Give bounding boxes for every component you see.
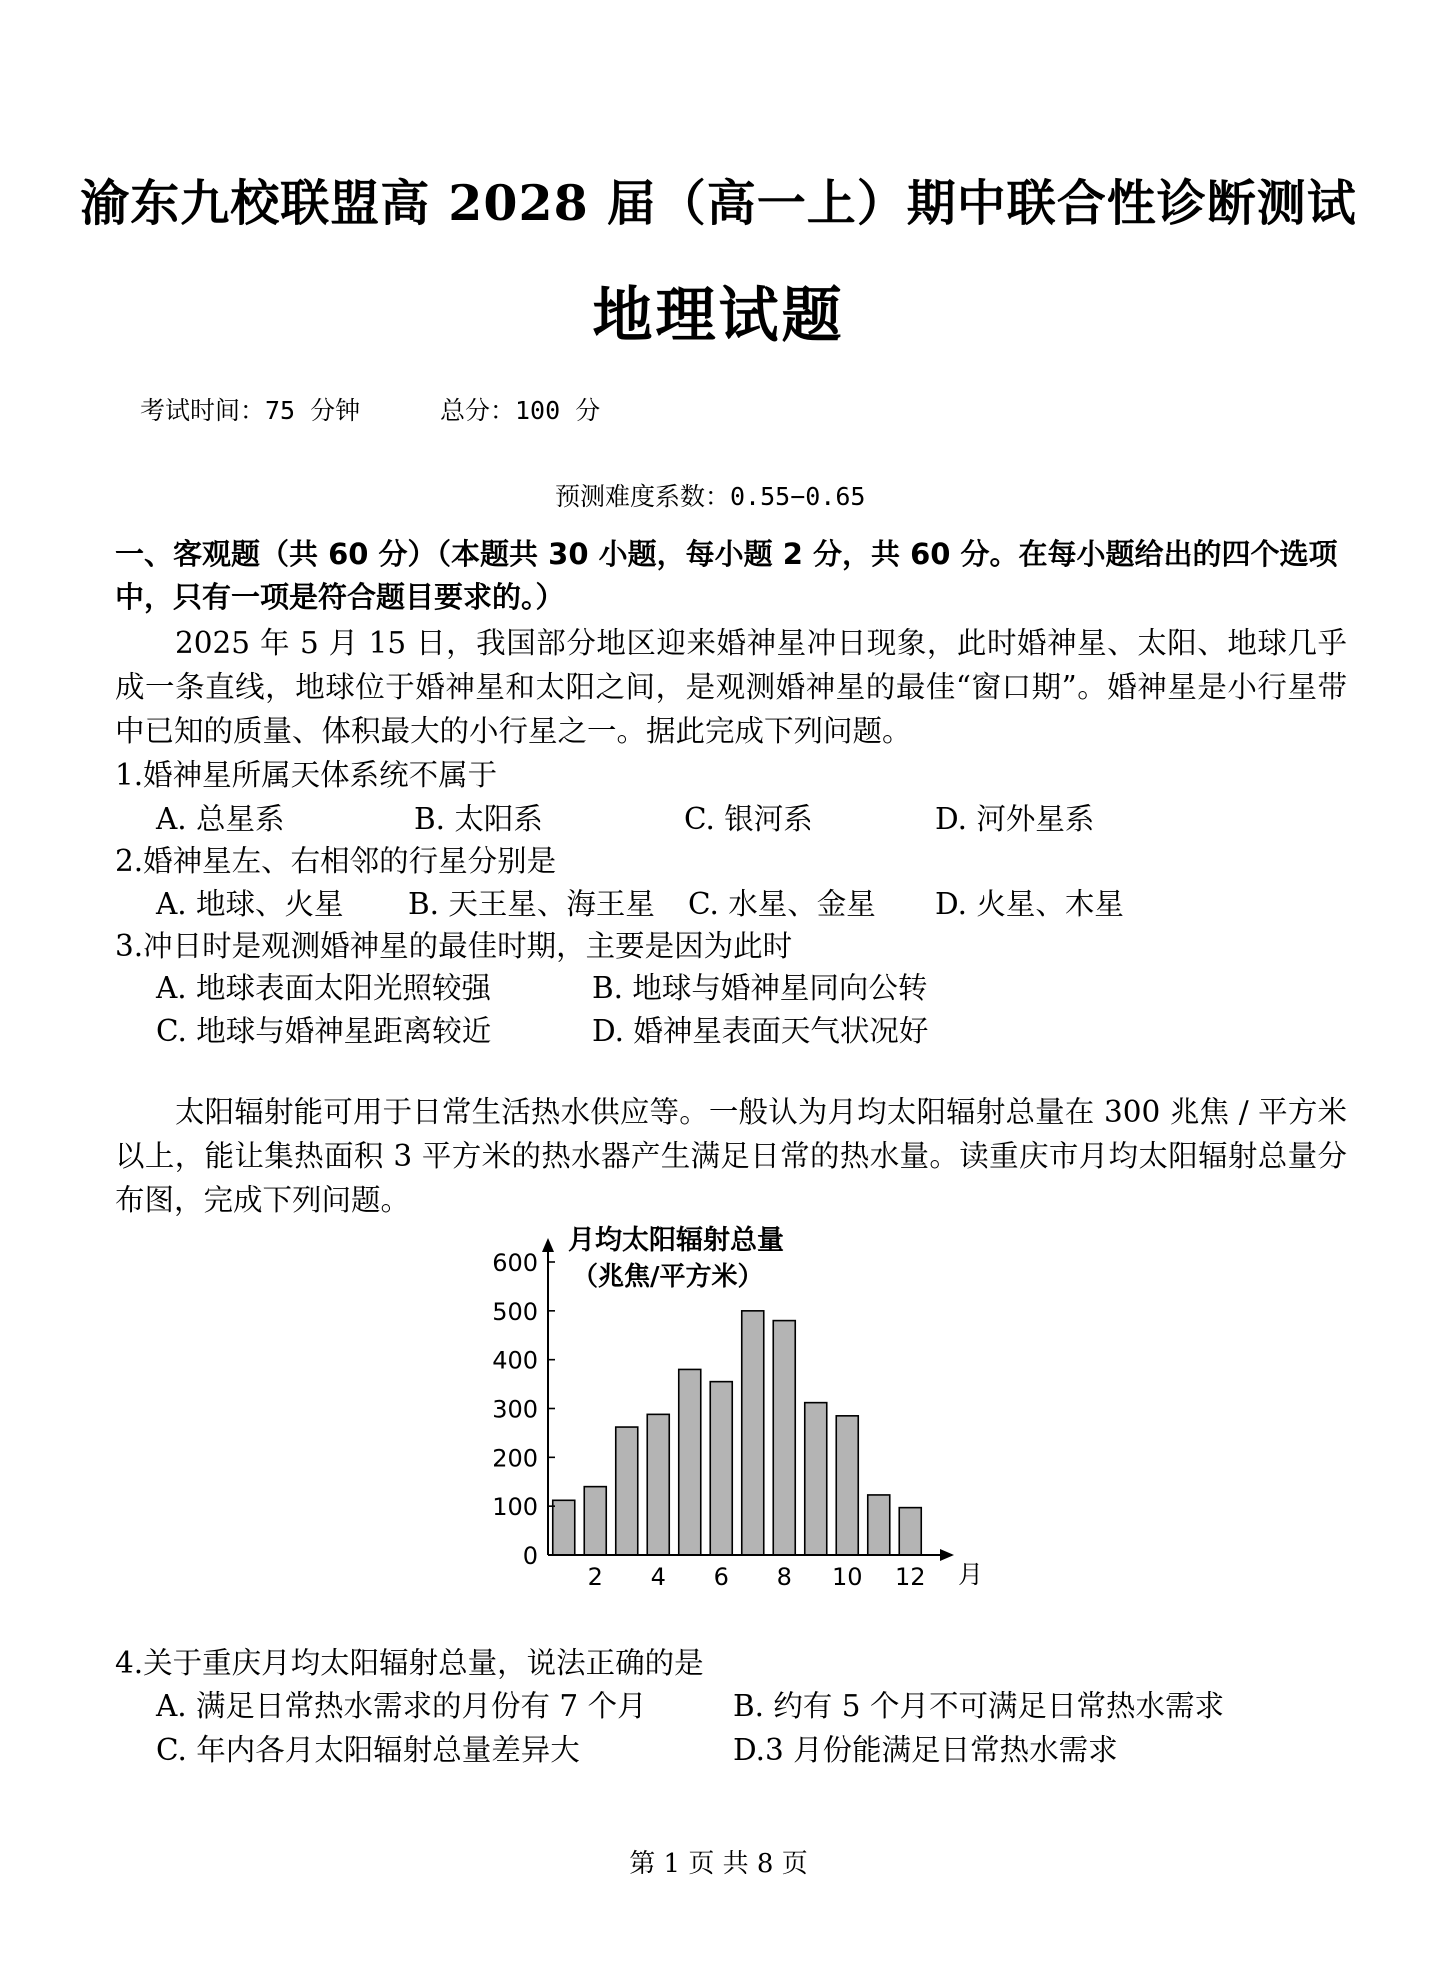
y-tick-label: 0: [522, 1542, 538, 1570]
question-4-stem: 4.关于重庆月均太阳辐射总量，说法正确的是: [115, 1646, 704, 1680]
subject-title: 地理试题: [592, 281, 845, 351]
section-heading: 一、客观题（共 60 分）（本题共 30 小题，每小题 2 分，共 60 分。在每小题给出的四个选项中，只有一项是符合题目要求的。）: [115, 537, 1338, 614]
x-tick-label: 12: [894, 1563, 926, 1591]
solar-radiation-chart: [470, 1215, 990, 1600]
q4-option-d: D.3 月份能满足日常热水需求: [733, 1733, 1118, 1767]
total-score: 总分：100 分: [440, 396, 601, 425]
bar-month-5: [679, 1369, 701, 1555]
x-tick-label: 2: [587, 1563, 603, 1591]
x-tick-label: 4: [650, 1563, 666, 1591]
exam-title: 渝东九校联盟高 2028 届（高一上）期中联合性诊断测试: [80, 174, 1357, 232]
x-tick-label: 6: [713, 1563, 729, 1591]
bar-month-8: [773, 1321, 795, 1555]
y-tick-label: 100: [492, 1493, 538, 1522]
bar-month-11: [868, 1495, 890, 1555]
q2-option-d: D. 火星、木星: [935, 887, 1124, 921]
passage-2: 太阳辐射能可用于日常生活热水供应等。一般认为月均太阳辐射总量在 300 兆焦 / 平方米以上，能让集热面积 3 平方米的热水器产生满足日常的热水量。读重庆市月均太阳辐射总量分布图，完成下列问题。: [115, 1095, 1347, 1217]
q3-option-a: A. 地球表面太阳光照较强: [156, 971, 492, 1005]
chart-ylabel: （兆焦/平方米）: [572, 1262, 764, 1292]
q2-option-b: B. 天王星、海王星: [408, 887, 655, 921]
bar-month-6: [710, 1382, 732, 1555]
x-axis-arrow: [940, 1549, 954, 1561]
question-1-stem: 1.婚神星所属天体系统不属于: [115, 758, 498, 792]
y-tick-label: 400: [492, 1346, 538, 1375]
q2-option-c: C. 水星、金星: [688, 887, 876, 921]
q4-option-a: A. 满足日常热水需求的月份有 7 个月: [156, 1689, 647, 1723]
y-tick-label: 300: [492, 1395, 538, 1424]
q2-option-a: A. 地球、火星: [156, 887, 344, 921]
bar-month-12: [899, 1508, 921, 1555]
bar-month-10: [836, 1416, 858, 1555]
chart-xlabel: 月: [958, 1560, 984, 1589]
bar-month-7: [742, 1311, 764, 1555]
bar-month-9: [805, 1403, 827, 1555]
y-tick-label: 200: [492, 1444, 538, 1473]
bar-month-1: [553, 1500, 575, 1555]
bar-month-3: [616, 1427, 638, 1555]
question-2-stem: 2.婚神星左、右相邻的行星分别是: [115, 844, 557, 878]
x-tick-label: 8: [776, 1563, 792, 1591]
q4-option-b: B. 约有 5 个月不可满足日常热水需求: [733, 1689, 1224, 1723]
passage-1: 2025 年 5 月 15 日，我国部分地区迎来婚神星冲日现象，此时婚神星、太阳、地球几乎成一条直线，地球位于婚神星和太阳之间，是观测婚神星的最佳“窗口期”。婚神星是小行星带中已知的质量、体积最大的小行星之一。据此完成下列问题。: [115, 626, 1347, 748]
question-3-stem: 3.冲日时是观测婚神星的最佳时期，主要是因为此时: [115, 929, 793, 963]
x-tick-label: 10: [831, 1563, 863, 1591]
difficulty-coefficient: 预测难度系数：0.55−0.65: [555, 482, 866, 511]
q1-option-b: B. 太阳系: [414, 802, 543, 836]
q3-option-b: B. 地球与婚神星同向公转: [592, 971, 928, 1005]
q3-option-c: C. 地球与婚神星距离较近: [156, 1014, 492, 1048]
y-axis-arrow: [542, 1238, 554, 1252]
y-tick-label: 600: [492, 1249, 538, 1277]
bar-month-2: [584, 1487, 606, 1555]
q3-option-d: D. 婚神星表面天气状况好: [592, 1014, 929, 1048]
bar-month-4: [647, 1414, 669, 1555]
q4-option-c: C. 年内各月太阳辐射总量差异大: [156, 1733, 580, 1767]
y-tick-label: 500: [492, 1297, 538, 1326]
page-footer: 第 1 页 共 8 页: [629, 1849, 808, 1879]
exam-time: 考试时间：75 分钟: [140, 396, 361, 425]
chart-title: 月均太阳辐射总量: [568, 1225, 784, 1256]
q1-option-a: A. 总星系: [156, 802, 285, 836]
q1-option-c: C. 银河系: [684, 802, 813, 836]
q1-option-d: D. 河外星系: [935, 802, 1095, 836]
